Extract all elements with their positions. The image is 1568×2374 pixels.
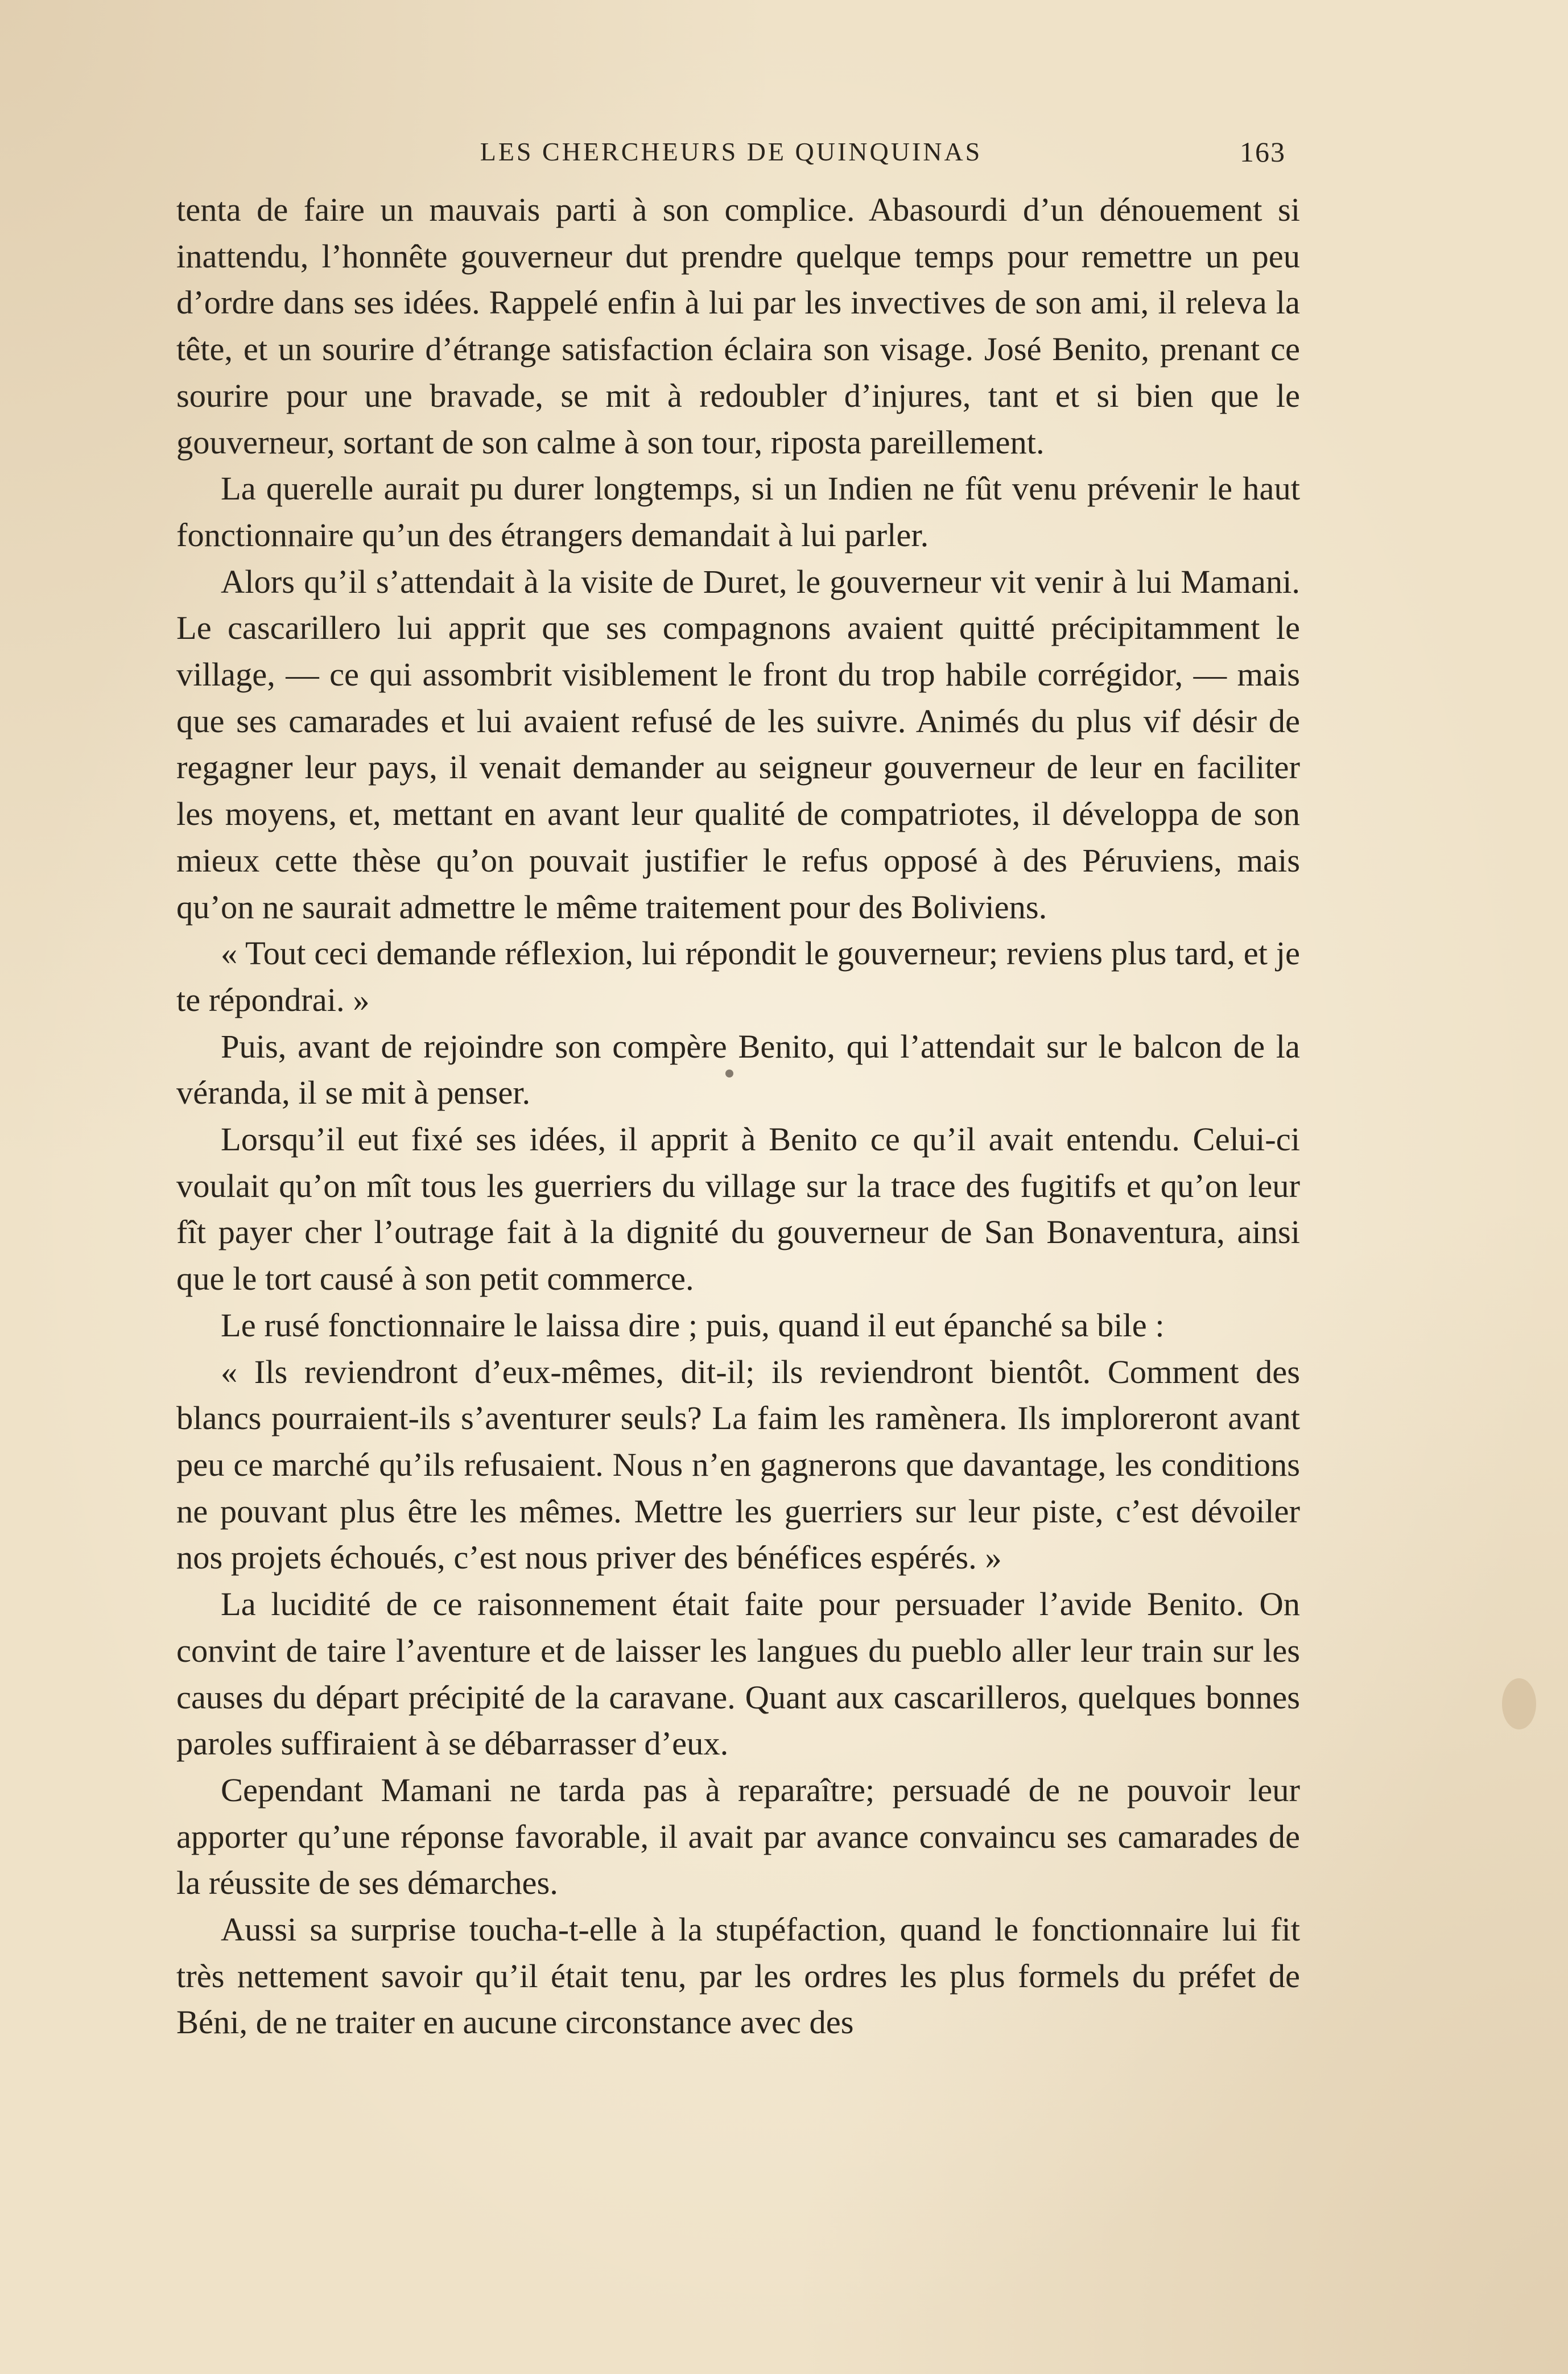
running-header — [176, 132, 1286, 172]
paragraph: Cependant Mamani ne tarda pas à reparaître; persuadé de ne pouvoir leur apporter qu’une réponse favorable, il avait par avance convaincu ses camarades de la réussite de ses démarches. — [176, 1771, 1300, 1902]
paper-stain — [1502, 1678, 1536, 1729]
paragraph: Lorsqu’il eut fixé ses idées, il apprit à Benito ce qu’il avait entendu. Celui-ci voulait qu’on mît tous les guerriers du village sur la trace des fugitifs et qu’on leur fît payer cher l’outrage fait à la dignité du gouverneur de San Bonaventura, ainsi que le tort causé à son petit commerce. — [176, 1121, 1300, 1298]
paragraph: tenta de faire un mauvais parti à son complice. Abasourdi d’un dénouement si inattendu, l’honnête gouverneur dut prendre quelque temps pour remettre un peu d’ordre dans ses idées. Rappelé enfin à lui par les invectives de son ami, il releva la tête, et un sourire d’étrange satisfaction éclaira son visage. José Benito, prenant ce sourire pour une bravade, se mit à redoubler d’injures, tant et si bien que le gouverneur, sortant de son calme à son tour, riposta pareillement. — [176, 191, 1300, 461]
paragraph: Le rusé fonctionnaire le laissa dire ; puis, quand il eut épanché sa bile : — [221, 1306, 1165, 1344]
page-number: 163 — [1240, 136, 1286, 168]
paragraph: Puis, avant de rejoindre son compère Benito, qui l’attendait sur le balcon de la véranda, il se mit à penser. — [176, 1027, 1300, 1112]
paragraph: La lucidité de ce raisonnement était faite pour persuader l’avide Benito. On convint de taire l’aventure et de laisser les langues du pueblo aller leur train sur les causes du départ précipité de la caravane. Quant aux cascarilleros, quelques bonnes paroles suffiraient à se débarrasser d’eux. — [176, 1586, 1300, 1762]
body-text — [176, 187, 1300, 2046]
paragraph: « Ils reviendront d’eux-mêmes, dit-il; ils reviendront bientôt. Comment des blancs pourraient-ils s’aventurer seuls? La faim les ramènera. Ils imploreront avant peu ce marché qu’ils refusaient. Nous n’en gagnerons que davantage, les conditions ne pouvant plus être les mêmes. Mettre les guerriers sur leur piste, c’est dévoiler nos projets échoués, c’est nous priver des bénéfices espérés. » — [176, 1353, 1300, 1576]
paragraph: Alors qu’il s’attendait à la visite de Duret, le gouverneur vit venir à lui Mamani. Le cascarillero lui apprit que ses compagnons avaient quitté précipitamment le village, — ce qui assombrit visiblement le front du trop habile corrégidor, — mais que ses camarades et lui avaient refusé de les suivre. Animés du plus vif désir de regagner leur pays, il venait demander au seigneur gouverneur de leur en faciliter les moyens, et, mettant en avant leur qualité de compatriotes, il développa de son mieux cette thèse qu’on pouvait justifier le refus opposé à des Péruviens, mais qu’on ne saurait admettre le même traitement pour des Boliviens. — [176, 563, 1300, 926]
paragraph: La querelle aurait pu durer longtemps, si un Indien ne fût venu prévenir le haut fonctionnaire qu’un des étrangers demandait à lui parler. — [176, 470, 1300, 554]
running-title: LES CHERCHEURS DE QUINQUINAS — [480, 137, 983, 166]
paragraph: « Tout ceci demande réflexion, lui répondit le gouverneur; reviens plus tard, et je te répondrai. » — [176, 935, 1300, 1018]
paragraph: Aussi sa surprise toucha-t-elle à la stupéfaction, quand le fonctionnaire lui fit très nettement savoir qu’il était tenu, par les ordres les plus formels du préfet de Béni, de ne traiter en aucune circonstance avec des — [176, 1911, 1300, 2041]
